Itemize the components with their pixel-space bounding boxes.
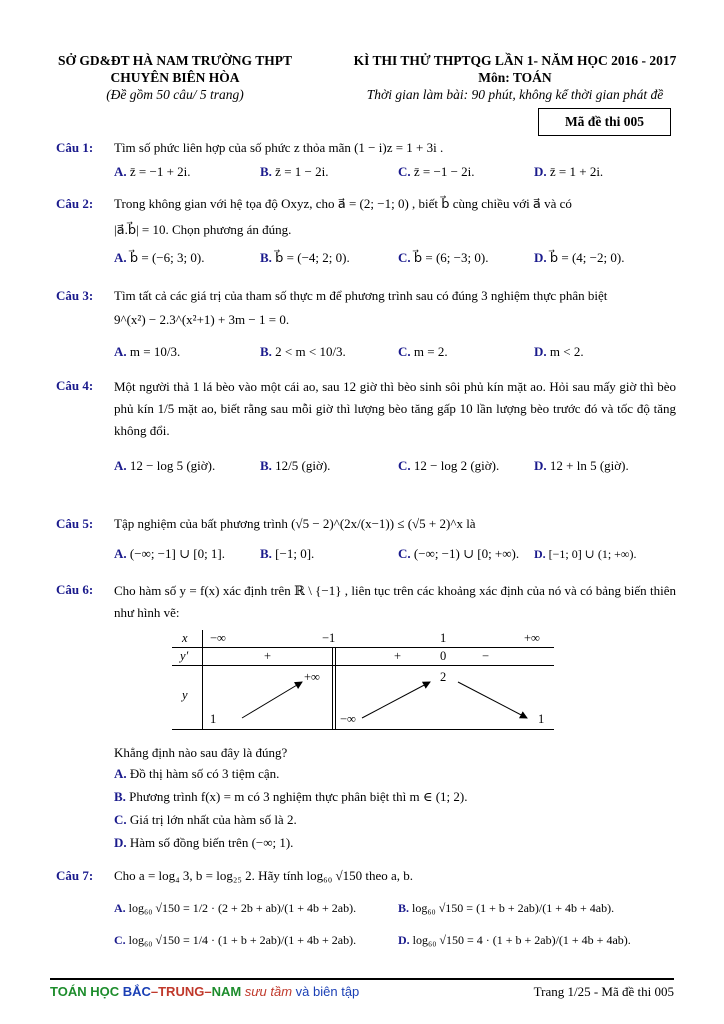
option-a	[114, 456, 215, 476]
question-text: Tìm số phức liên hợp của số phức z thỏa mãn (1 − i)z = 1 + 3i .	[114, 140, 444, 155]
option-text: z̄ = 1 − 2i.	[275, 164, 329, 179]
option-letter: A.	[114, 546, 130, 561]
y-value: −∞	[340, 712, 356, 726]
x-label: x	[182, 631, 188, 645]
time-note: Thời gian làm bài: 90 phút, không kể thời gian phát đề	[366, 87, 664, 102]
school-header	[30, 52, 320, 103]
option-text: m = 10/3.	[129, 344, 181, 359]
option-text: Đồ thị hàm số có 3 tiệm cận.	[129, 766, 280, 781]
question-number: Câu 7:	[56, 868, 94, 883]
question-4	[56, 376, 676, 480]
option-letter: A.	[114, 458, 130, 473]
option-letter: B.	[260, 164, 276, 179]
question-5	[56, 514, 676, 568]
option-c	[114, 930, 356, 950]
option-d	[534, 248, 624, 268]
option-b	[260, 162, 328, 182]
option-text: 12 − log 2 (giờ).	[413, 458, 500, 473]
sign: +	[264, 649, 272, 663]
option-letter: A.	[114, 766, 130, 781]
option-text: Hàm số đồng biến trên (−∞; 1).	[129, 835, 294, 850]
option-letter: B.	[260, 250, 276, 265]
option-text: (−∞; −1] ∪ [0; 1].	[129, 546, 226, 561]
option-c	[114, 809, 676, 830]
option-letter: A.	[114, 164, 130, 179]
sign: 0	[440, 649, 447, 663]
yprime-label: y′	[180, 649, 189, 663]
option-letter: C.	[398, 164, 414, 179]
option-letter: B.	[398, 901, 413, 915]
option-a	[114, 898, 356, 918]
y-value: 1	[538, 712, 545, 726]
footer-brand: TOÁN HỌC BẮC–TRUNG–NAM sưu tầm và biên tập	[50, 984, 360, 999]
option-letter: A.	[114, 250, 130, 265]
option-letter: D.	[114, 835, 130, 850]
question-6-statements	[56, 742, 676, 853]
option-letter: A.	[114, 344, 130, 359]
option-text: Phương trình f(x) = m có 3 nghiệm thực phân biệt thì m ∈ (1; 2).	[129, 789, 468, 804]
option-c	[398, 162, 475, 182]
question-text: Trong không gian với hệ tọa độ Oxyz, cho a⃗ = (2; −1; 0) , biết b⃗ cùng chiều với a⃗ và có |a⃗.b⃗| = 10. Chọn phương án đúng.	[114, 196, 572, 237]
question-text: Tập nghiệm của bất phương trình (√5 − 2)^(2x/(x−1)) ≤ (√5 + 2)^x là	[114, 516, 476, 531]
option-letter: D.	[534, 250, 550, 265]
option-letter: C.	[114, 812, 130, 827]
option-letter: D.	[534, 547, 549, 561]
options-row	[114, 930, 676, 962]
option-b	[398, 898, 614, 918]
option-letter: C.	[398, 250, 414, 265]
option-text: log₆₀ √150 = 4 · (1 + b + 2ab)/(1 + 4b + 4ab).	[412, 933, 631, 947]
x-value: −∞	[210, 631, 226, 645]
option-text: [−1; 0].	[275, 546, 315, 561]
option-d	[114, 832, 676, 853]
option-text: m = 2.	[413, 344, 448, 359]
option-d	[398, 930, 631, 950]
school-name: SỞ GD&ĐT HÀ NAM TRƯỜNG THPT	[58, 53, 292, 68]
options-row	[114, 898, 676, 930]
option-text: 12/5 (giờ).	[275, 458, 331, 473]
option-text: z̄ = −1 − 2i.	[413, 164, 475, 179]
option-text: m < 2.	[549, 344, 584, 359]
option-c	[398, 342, 448, 362]
y-label: y	[182, 688, 188, 702]
y-value: 2	[440, 670, 447, 684]
school-name-2: CHUYÊN BIÊN HÒA	[110, 70, 240, 85]
y-value: 1	[210, 712, 217, 726]
subject: Môn: TOÁN	[478, 70, 552, 85]
x-value: 1	[440, 631, 447, 645]
variation-arrows	[172, 630, 554, 730]
option-letter: D.	[534, 344, 550, 359]
question-text: Tìm tất cả các giá trị của tham số thực m để phương trình sau có đúng 3 nghiệm thực phân biệt 9^(x²) − 2.3^(x²+1) + 3m − 1 = 0.	[114, 288, 608, 327]
question-text: Cho a = log₄ 3, b = log₂₅ 2. Hãy tính log₆₀ √150 theo a, b.	[114, 868, 414, 883]
prompt: Khẳng định nào sau đây là đúng?	[114, 745, 288, 760]
option-a	[114, 342, 180, 362]
exam-header	[325, 52, 705, 103]
option-c	[398, 544, 519, 564]
x-value: −1	[322, 631, 336, 645]
variation-table	[172, 630, 554, 730]
question-number: Câu 5:	[56, 516, 94, 531]
question-number: Câu 4:	[56, 378, 94, 393]
option-letter: C.	[398, 458, 414, 473]
option-text: z̄ = −1 + 2i.	[129, 164, 191, 179]
option-text: log₆₀ √150 = (1 + b + 2ab)/(1 + 4b + 4ab).	[412, 901, 615, 915]
option-text: b⃗ = (−4; 2; 0).	[275, 250, 350, 265]
option-a	[114, 763, 676, 784]
option-text: 12 + ln 5 (giờ).	[549, 458, 629, 473]
option-text: [−1; 0] ∪ (1; +∞).	[548, 547, 637, 561]
option-letter: D.	[534, 164, 550, 179]
options-row	[114, 456, 676, 480]
option-letter: A.	[114, 901, 129, 915]
option-text: 2 < m < 10/3.	[275, 344, 346, 359]
exam-pages-note: (Đề gồm 50 câu/ 5 trang)	[106, 87, 244, 102]
option-letter: D.	[398, 933, 413, 947]
options-row	[114, 162, 676, 186]
question-6	[56, 580, 676, 624]
question-3	[56, 286, 676, 366]
option-letter: B.	[260, 344, 276, 359]
option-text: log₆₀ √150 = 1/4 · (1 + b + 2ab)/(1 + 4b + 2ab).	[128, 933, 357, 947]
option-text: b⃗ = (4; −2; 0).	[549, 250, 625, 265]
option-a	[114, 248, 204, 268]
question-1	[56, 138, 676, 186]
option-b	[260, 456, 330, 476]
option-d	[534, 544, 636, 564]
option-text: z̄ = 1 + 2i.	[549, 164, 604, 179]
option-a	[114, 162, 191, 182]
question-2	[56, 194, 676, 272]
question-7	[56, 866, 676, 962]
option-a	[114, 544, 225, 564]
option-b	[260, 544, 314, 564]
option-text: 12 − log 5 (giờ).	[129, 458, 216, 473]
option-c	[398, 248, 488, 268]
options-row	[114, 544, 676, 568]
page-number: Trang 1/25 - Mã đề thi 005	[533, 984, 674, 999]
option-letter: B.	[260, 458, 276, 473]
sign: −	[482, 649, 490, 663]
option-c	[398, 456, 499, 476]
option-b	[114, 786, 676, 807]
exam-title: KÌ THI THỬ THPTQG LẦN 1- NĂM HỌC 2016 - 2017	[353, 53, 677, 68]
option-text: b⃗ = (−6; 3; 0).	[129, 250, 205, 265]
option-letter: C.	[398, 344, 414, 359]
option-letter: B.	[114, 789, 130, 804]
option-b	[260, 248, 350, 268]
option-letter: C.	[398, 546, 414, 561]
question-text: Cho hàm số y = f(x) xác định trên ℝ \ {−1} , liên tục trên các khoảng xác định của nó và có bảng biến thiên như hình vẽ:	[114, 583, 676, 620]
y-value: +∞	[304, 670, 320, 684]
question-text: Một người thả 1 lá bèo vào một cái ao, sau 12 giờ thì bèo sinh sôi phủ kín mặt ao. Hỏi sau mấy giờ thì bèo phủ kín 1/5 mặt ao, biết rằng sau mỗi giờ thì lượng bèo tăng gấp 10 lần lượng bèo trước đó và tốc độ tăng không đổi.	[114, 379, 676, 438]
option-letter: C.	[114, 933, 129, 947]
sign: +	[394, 649, 402, 663]
option-d	[534, 342, 584, 362]
option-text: b⃗ = (6; −3; 0).	[413, 250, 489, 265]
option-text: log₆₀ √150 = 1/2 · (2 + 2b + ab)/(1 + 4b + 2ab).	[128, 901, 357, 915]
question-number: Câu 6:	[56, 582, 94, 597]
x-value: +∞	[524, 631, 540, 645]
option-b	[260, 342, 346, 362]
option-d	[534, 456, 629, 476]
options-row	[114, 342, 676, 366]
question-number: Câu 3:	[56, 288, 94, 303]
option-d	[534, 162, 603, 182]
question-number: Câu 2:	[56, 196, 94, 211]
option-letter: B.	[260, 546, 276, 561]
option-text: Giá trị lớn nhất của hàm số là 2.	[129, 812, 297, 827]
exam-code-box: Mã đề thi 005	[538, 108, 671, 136]
option-text: (−∞; −1) ∪ [0; +∞).	[413, 546, 520, 561]
option-letter: D.	[534, 458, 550, 473]
footer-divider	[50, 978, 674, 980]
question-number: Câu 1:	[56, 140, 94, 155]
options-row	[114, 248, 676, 272]
